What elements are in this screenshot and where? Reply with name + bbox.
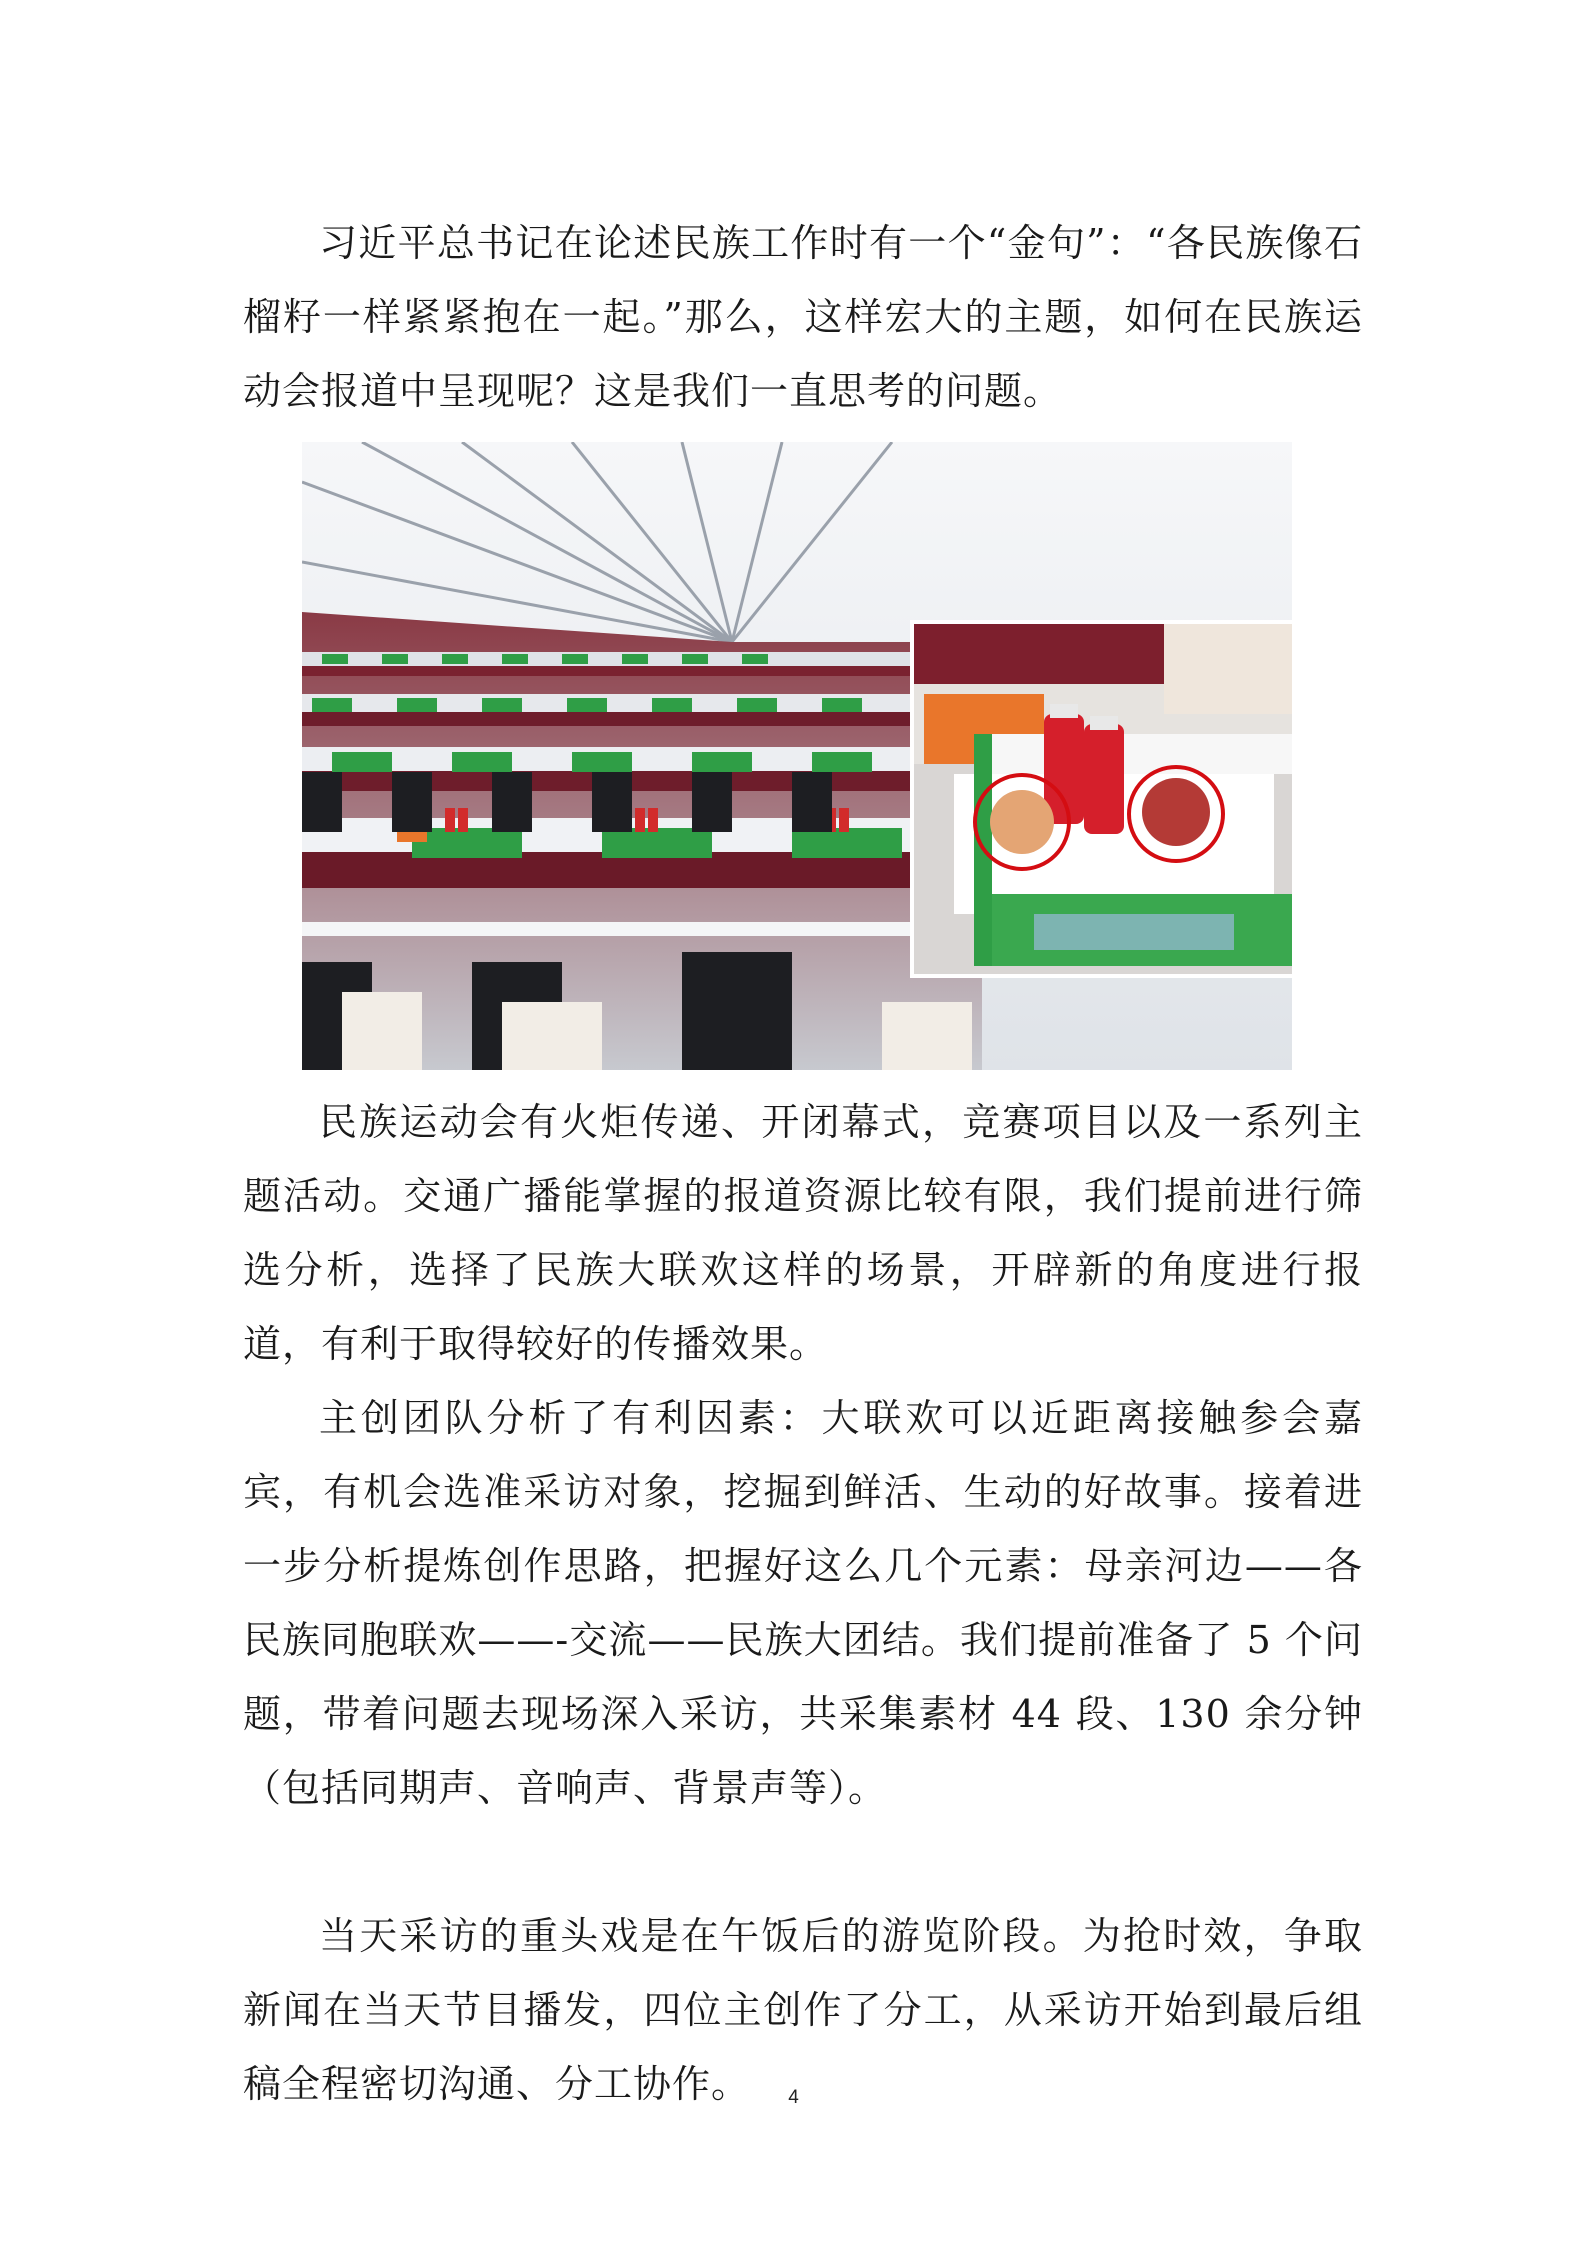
pomegranate-right <box>1142 778 1210 846</box>
pomegranate-closeup-inset <box>914 624 1292 974</box>
page-number: 4 <box>788 2087 799 2108</box>
paragraph-2: 民族运动会有火炬传递、开闭幕式，竞赛项目以及一系列主题活动。交通广播能掌握的报道资源比较有限，我们提前进行筛选分析，选择了民族大联欢这样的场景，开辟新的角度进行报道，有利于取得较好的传播效果。 <box>243 1100 1363 1366</box>
pomegranate-left <box>990 790 1054 854</box>
drink-bottle <box>1084 724 1124 834</box>
paragraph-3: 主创团队分析了有利因素：大联欢可以近距离接触参会嘉宾，有机会选准采访对象，挖掘到鲜活、生动的好故事。接着进一步分析提炼创作思路，把握好这么几个元素：母亲河边——各民族同胞联欢——-交流——民族大团结。我们提前准备了 5 个问题，带着问题去现场深入采访，共采集素材 44 段、130 余分钟（包括同期声、音响声、背景声等）。 <box>243 1396 1363 1810</box>
event-photo <box>302 442 1292 1070</box>
paragraph-4: 当天采访的重头戏是在午饭后的游览阶段。为抢时效，争取新闻在当天节目播发，四位主创作了分工，从采访开始到最后组稿全程密切沟通、分工协作。 <box>243 1914 1363 2106</box>
paragraph-1: 习近平总书记在论述民族工作时有一个“金句”：“各民族像石榴籽一样紧紧抱在一起。”那么，这样宏大的主题，如何在民族运动会报道中呈现呢？这是我们一直思考的问题。 <box>243 221 1363 413</box>
closeup-image <box>914 624 1292 974</box>
